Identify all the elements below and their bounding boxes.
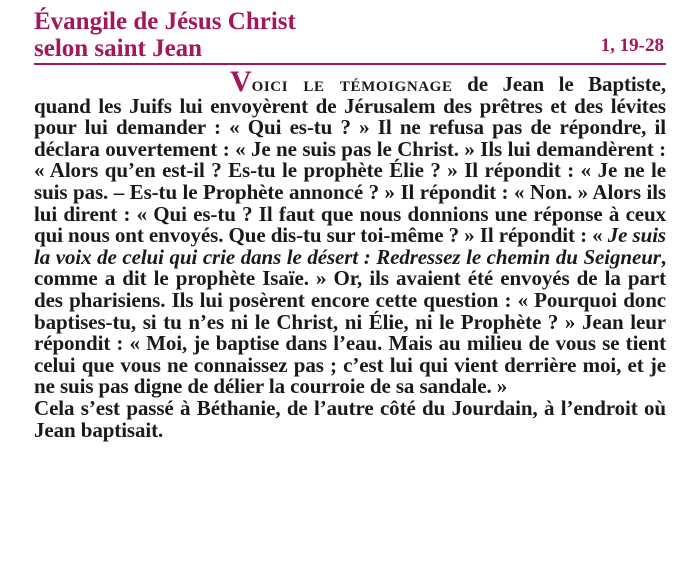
passage-smallcaps-opening: oici le témoignage — [251, 72, 453, 96]
gospel-heading — [34, 8, 666, 62]
passage-closing-paragraph: Cela s’est passé à Béthanie, de l’autre côté du Jourdain, à l’endroit où Jean baptisait. — [34, 395, 666, 442]
passage-italic-quote: Je suis la voix de celui qui crie dans le désert : Redressez le chemin du Seigneur — [34, 223, 666, 269]
gospel-page — [34, 8, 666, 441]
drop-cap: V — [230, 65, 252, 98]
gospel-title-line-1: Évangile de Jésus Christ — [34, 8, 296, 35]
gospel-passage — [34, 65, 666, 442]
gospel-title-line-2: selon saint Jean — [34, 35, 203, 62]
passage-text-part-1: de Jean le Baptiste, quand les Juifs lui envoyèrent de Jérusalem des prêtres et des lévites pour lui demander : « Qui es-tu ? » Il ne refusa pas de répondre, il déclara ouvertement : « Je ne suis pas le Christ. » Ils lui demandèrent : « Alors qu’en est-il ? Es-tu le prophète Élie ? » Il répondit : « Je ne le suis pas. – Es-tu le Prophète annoncé ? » Il répondit : « Non. » Alors ils lui dirent : « Qui es-tu ? Il faut que nous donnions une réponse à ceux qui nous ont envoyés. Que dis-tu sur toi-même ? » Il répondit : « — [34, 72, 666, 248]
heading-divider — [34, 63, 666, 65]
scripture-reference: 1, 19-28 — [600, 35, 664, 56]
passage-paragraph — [34, 65, 666, 399]
passage-text-part-2: , comme a dit le prophète Isaïe. » Or, ils avaient été envoyés de la part des pharisiens. Ils lui posèrent encore cette question : « Pourquoi donc baptises-tu, si tu n’es ni le Christ, ni Élie, ni le Prophète ? » Jean leur répondit : « Moi, je baptise dans l’eau. Mais au milieu de vous se tient celui que vous ne connaissez pas ; c’est lui qui vient derrière moi, et je ne suis pas digne de délier la courroie de sa sandale. » — [34, 244, 666, 399]
